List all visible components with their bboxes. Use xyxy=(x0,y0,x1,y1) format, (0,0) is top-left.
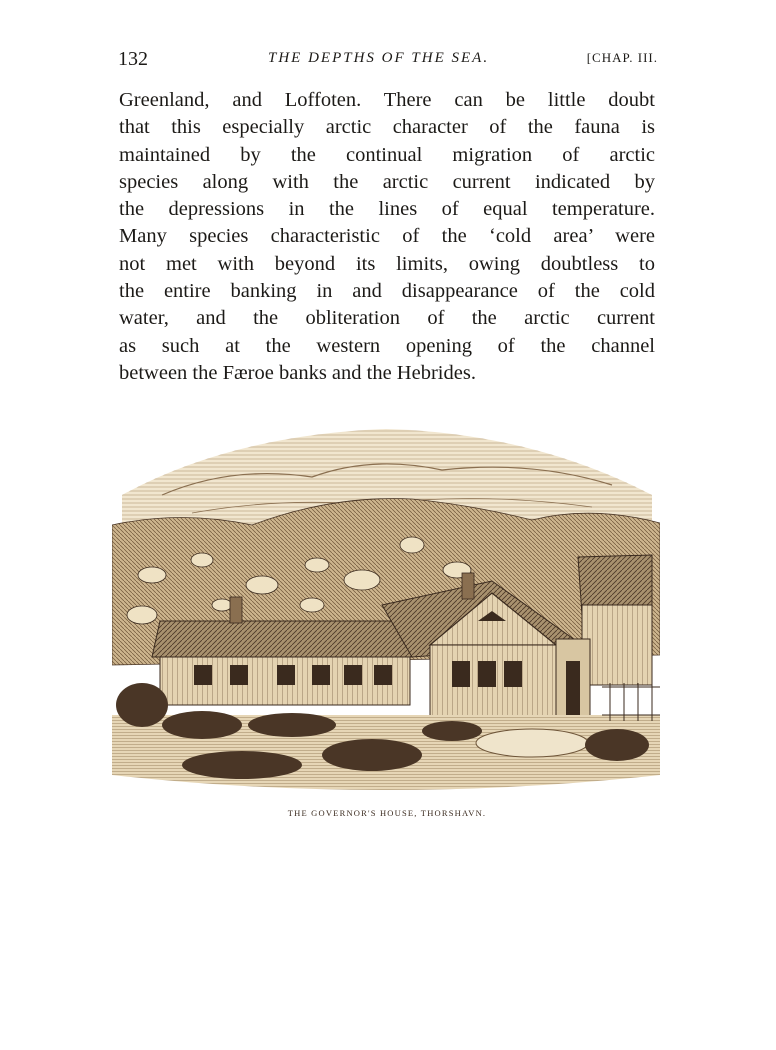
text-line: not met with beyond its limits, owing doubtless to xyxy=(119,252,655,275)
text-line: the depressions in the lines of equal temperature. xyxy=(119,198,655,221)
chapter-reference: [CHAP. III. xyxy=(586,50,658,65)
figure-caption: THE GOVERNOR'S HOUSE, THORSHAVN. xyxy=(287,808,487,818)
fence xyxy=(602,683,660,721)
text-line: between the Færoe banks and the Hebrides. xyxy=(119,361,476,384)
text-line: as such at the western opening of the channel xyxy=(119,334,655,357)
text-line: water, and the obliteration of the arctic current xyxy=(119,307,655,330)
text-line: Many species characteristic of the ‘cold area’ were xyxy=(119,225,655,248)
text-line: Greenland, and Loffoten. There can be little doubt xyxy=(119,89,655,111)
text-line: species along with the arctic current indicated by xyxy=(119,170,655,193)
page-number: 132 xyxy=(118,48,148,70)
text-line: that this especially arctic character of the fauna is xyxy=(119,116,655,139)
pond xyxy=(476,729,588,757)
running-title: THE DEPTHS OF THE SEA. xyxy=(268,50,490,66)
text-line: the entire banking in and disappearance of the cold xyxy=(119,280,655,303)
running-head xyxy=(118,48,658,72)
text-line: maintained by the continual migration of arctic xyxy=(119,143,655,166)
engraving-governors-house xyxy=(112,425,660,797)
body-paragraph xyxy=(119,87,655,387)
